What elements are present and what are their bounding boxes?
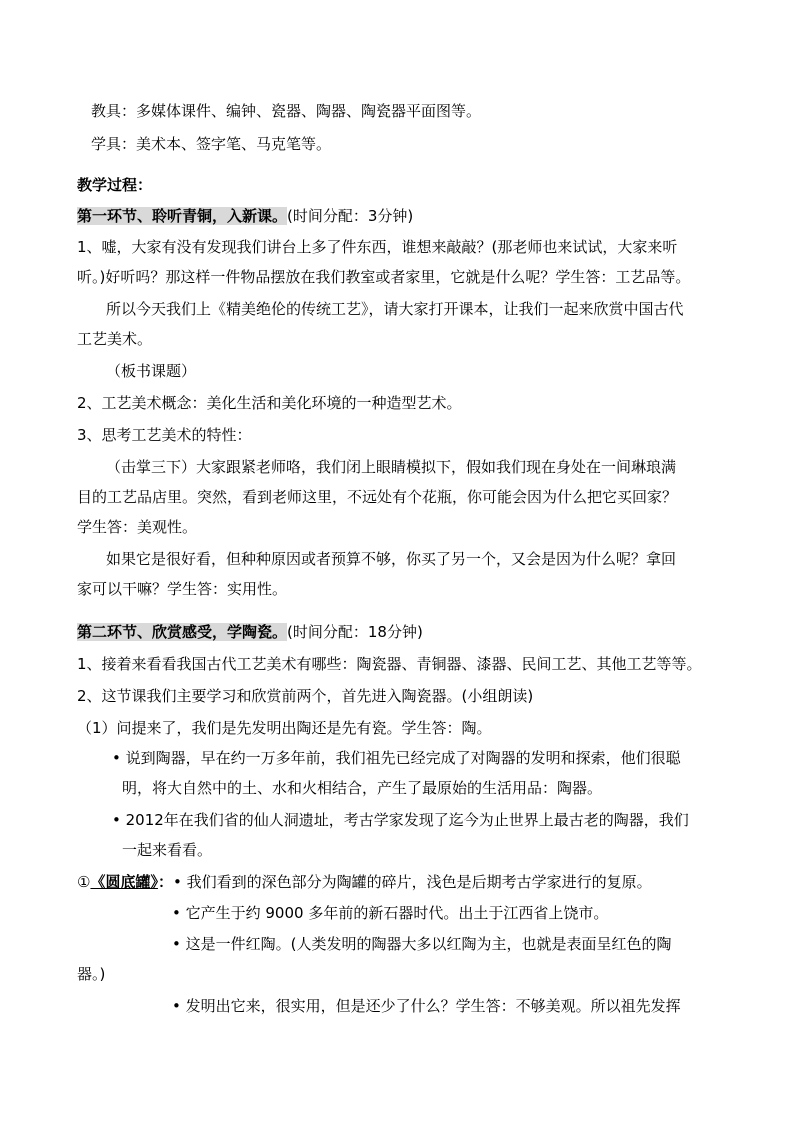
item-1-number: ① xyxy=(77,873,91,891)
process-heading: 教学过程： xyxy=(77,176,153,194)
paragraph-7-line-2: 家可以干嘛？学生答：实用性。 xyxy=(77,580,288,598)
paragraph-features: 3、思考工艺美术的特性： xyxy=(77,426,252,444)
section-1-time: (时间分配：3分钟) xyxy=(287,207,414,225)
item-1-bullet-2: • 它产生于约 9000 多年前的新石器时代。出土于江西省上饶市。 xyxy=(172,904,609,922)
paragraph-6-line-1: （击掌三下）大家跟紧老师咯，我们闭上眼睛模拟下，假如我们现在身处在一间琳琅满 xyxy=(106,458,677,476)
teaching-tools: 教具：多媒体课件、编钟、瓷器、陶器、陶瓷器平面图等。 xyxy=(91,102,482,120)
bullet-2-line-1: • 2012年在我们省的仙人洞遗址，考古学家发现了迄今为止世界上最古老的陶器，我们 xyxy=(112,811,689,829)
paragraph-categories: 1、接着来看看我国古代工艺美术有哪些：陶瓷器、青铜器、漆器、民间工艺、其他工艺等等。 xyxy=(77,655,702,673)
item-1-title: 《圆底罐》 xyxy=(90,873,158,891)
item-1-bullet-4: • 发明出它来，很实用，但是还少了什么？学生答：不够美观。所以祖先发挥 xyxy=(172,997,681,1015)
paragraph-7-line-1: 如果它是很好看，但种种原因或者预算不够，你买了另一个，又会是因为什么呢？拿回 xyxy=(106,550,677,568)
paragraph-6-line-2: 目的工艺品店里。突然，看到老师这里，不远处有个花瓶，你可能会因为什么把它买回家？ xyxy=(77,488,678,506)
section-1-heading-line xyxy=(77,206,413,226)
item-1-colon: ： xyxy=(157,873,173,891)
item-1-bullet-3-line-1: • 这是一件红陶。(人类发明的陶器大多以红陶为主，也就是表面呈红色的陶 xyxy=(172,935,672,953)
paragraph-1-line-1: 1、嘘，大家有没有发现我们讲台上多了件东西，谁想来敲敲？(那老师也来试试，大家来听 xyxy=(77,238,678,256)
paragraph-2-line-1: 所以今天我们上《精美绝伦的传统工艺》，请大家打开课本，让我们一起来欣赏中国古代 xyxy=(106,300,684,318)
paragraph-6-line-3: 学生答：美观性。 xyxy=(77,518,198,536)
item-1-bullet-1: • 我们看到的深色部分为陶罐的碎片，浅色是后期考古学家进行的复原。 xyxy=(172,873,652,891)
paragraph-question: （1）问提来了，我们是先发明出陶还是先有瓷。学生答：陶。 xyxy=(77,719,492,737)
item-1-bullet-3-line-2: 器。) xyxy=(77,965,106,983)
paragraph-2-line-2: 工艺美术。 xyxy=(77,330,153,348)
bullet-1-line-2: 明，将大自然中的土、水和火相结合，产生了最原始的生活用品：陶器。 xyxy=(122,779,603,797)
board-title-note: （板书课题） xyxy=(106,362,197,380)
learning-tools: 学具：美术本、签字笔、马克笔等。 xyxy=(91,135,332,153)
section-1-heading: 第一环节、聆听青铜，入新课。 xyxy=(77,207,288,225)
paragraph-1-line-2: 听。)好听吗？那这样一件物品摆放在我们教室或者家里，它就是什么呢？学生答：工艺品等。 xyxy=(77,268,691,286)
paragraph-focus: 2、这节课我们主要学习和欣赏前两个，首先进入陶瓷器。(小组朗读) xyxy=(77,687,534,705)
section-2-heading: 第二环节、欣赏感受，学陶瓷。 xyxy=(77,623,288,641)
bullet-1-line-1: • 说到陶器，早在约一万多年前，我们祖先已经完成了对陶器的发明和探索，他们很聪 xyxy=(112,749,681,767)
paragraph-concept: 2、工艺美术概念：美化生活和美化环境的一种造型艺术。 xyxy=(77,394,462,412)
bullet-2-line-2: 一起来看看。 xyxy=(122,841,213,859)
section-2-heading-line xyxy=(77,622,423,642)
item-1-heading-line xyxy=(77,872,652,892)
section-2-time: (时间分配：18分钟) xyxy=(287,623,423,641)
